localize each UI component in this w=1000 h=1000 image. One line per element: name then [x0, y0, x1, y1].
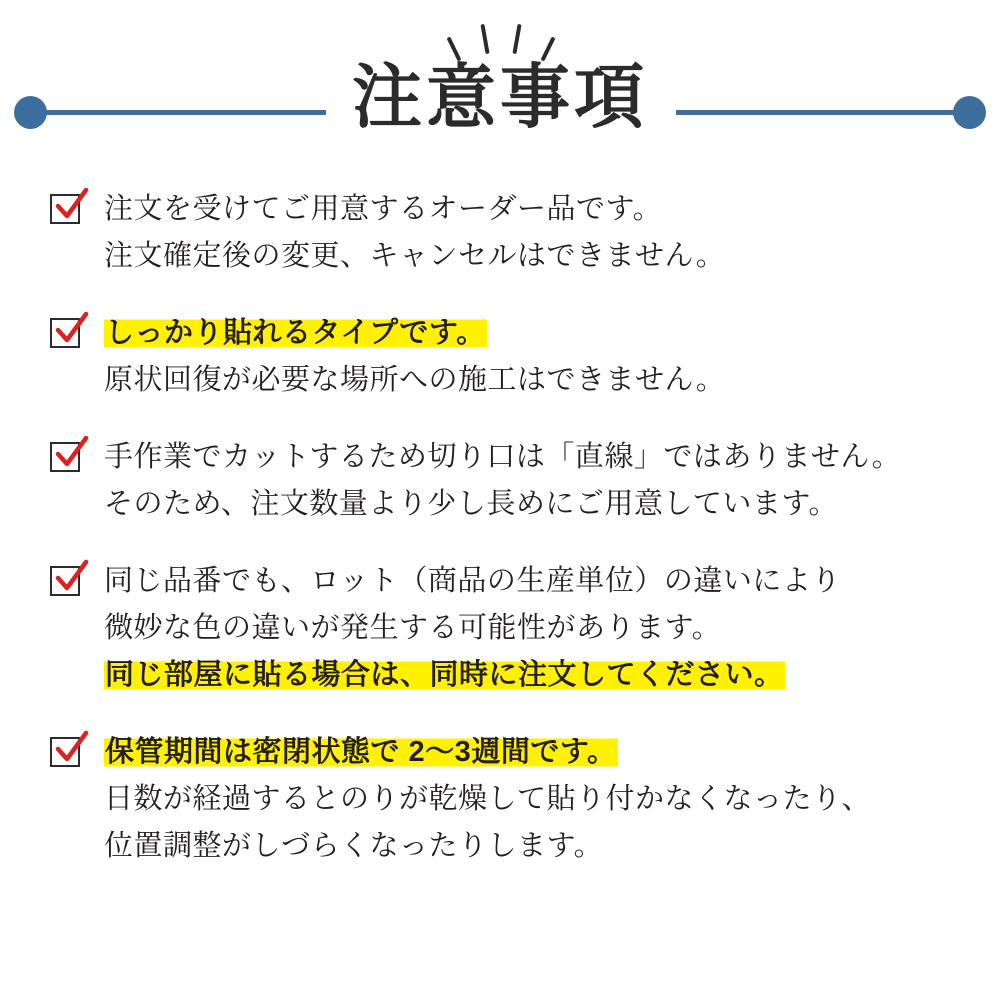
list-item-line [104, 310, 1000, 357]
list-item-line: 原状回復が必要な場所への施工はできません。 [104, 364, 726, 396]
list-item-line: 注文を受けてご用意するオーダー品です。 [104, 193, 663, 225]
header-dot-right [953, 96, 986, 129]
list-item-text [104, 729, 1000, 870]
checkbox-checked-icon [50, 318, 84, 352]
list-item-line [104, 652, 1000, 699]
highlighted-text: しっかり貼れるタイプです。 [105, 317, 486, 349]
highlighted-text: 保管期間は密閉状態で 2〜3週間です。 [105, 736, 617, 768]
list-item-text [104, 186, 1000, 280]
highlighted-text: 同じ部屋に貼る場合は、同時に注文してください。 [105, 659, 784, 691]
list-item-line: 日数が経過するとのりが乾燥して貼り付かなくなったり、 [104, 783, 872, 815]
list-item [0, 186, 1000, 280]
list-item-line: 位置調整がしづらくなったりします。 [104, 830, 604, 862]
notice-list [0, 186, 1000, 900]
list-item [0, 310, 1000, 404]
checkbox-checked-icon [50, 194, 84, 228]
list-item-line: 手作業でカットするため切り口は「直線」ではありません。 [104, 441, 902, 473]
list-item-line: 同じ品番でも、ロット（商品の生産単位）の違いにより [104, 565, 841, 597]
list-item-text [104, 310, 1000, 404]
checkbox-checked-icon [50, 566, 84, 600]
page-title: 注意事項 [352, 58, 648, 136]
list-item-line: 注文確定後の変更、キャンセルはできません。 [104, 240, 726, 272]
list-item-text [104, 558, 1000, 699]
page-header [0, 0, 1000, 170]
list-item [0, 434, 1000, 528]
checkbox-checked-icon [50, 442, 84, 476]
list-item [0, 558, 1000, 699]
list-item-line [104, 729, 1000, 776]
list-item-text [104, 434, 1000, 528]
list-item-line: 微妙な色の違いが発生する可能性があります。 [104, 612, 722, 644]
list-item [0, 729, 1000, 870]
header-rule-right [676, 110, 964, 115]
list-item-line: そのため、注文数量より少し長めにご用意しています。 [104, 488, 839, 520]
checkbox-checked-icon [50, 737, 84, 771]
